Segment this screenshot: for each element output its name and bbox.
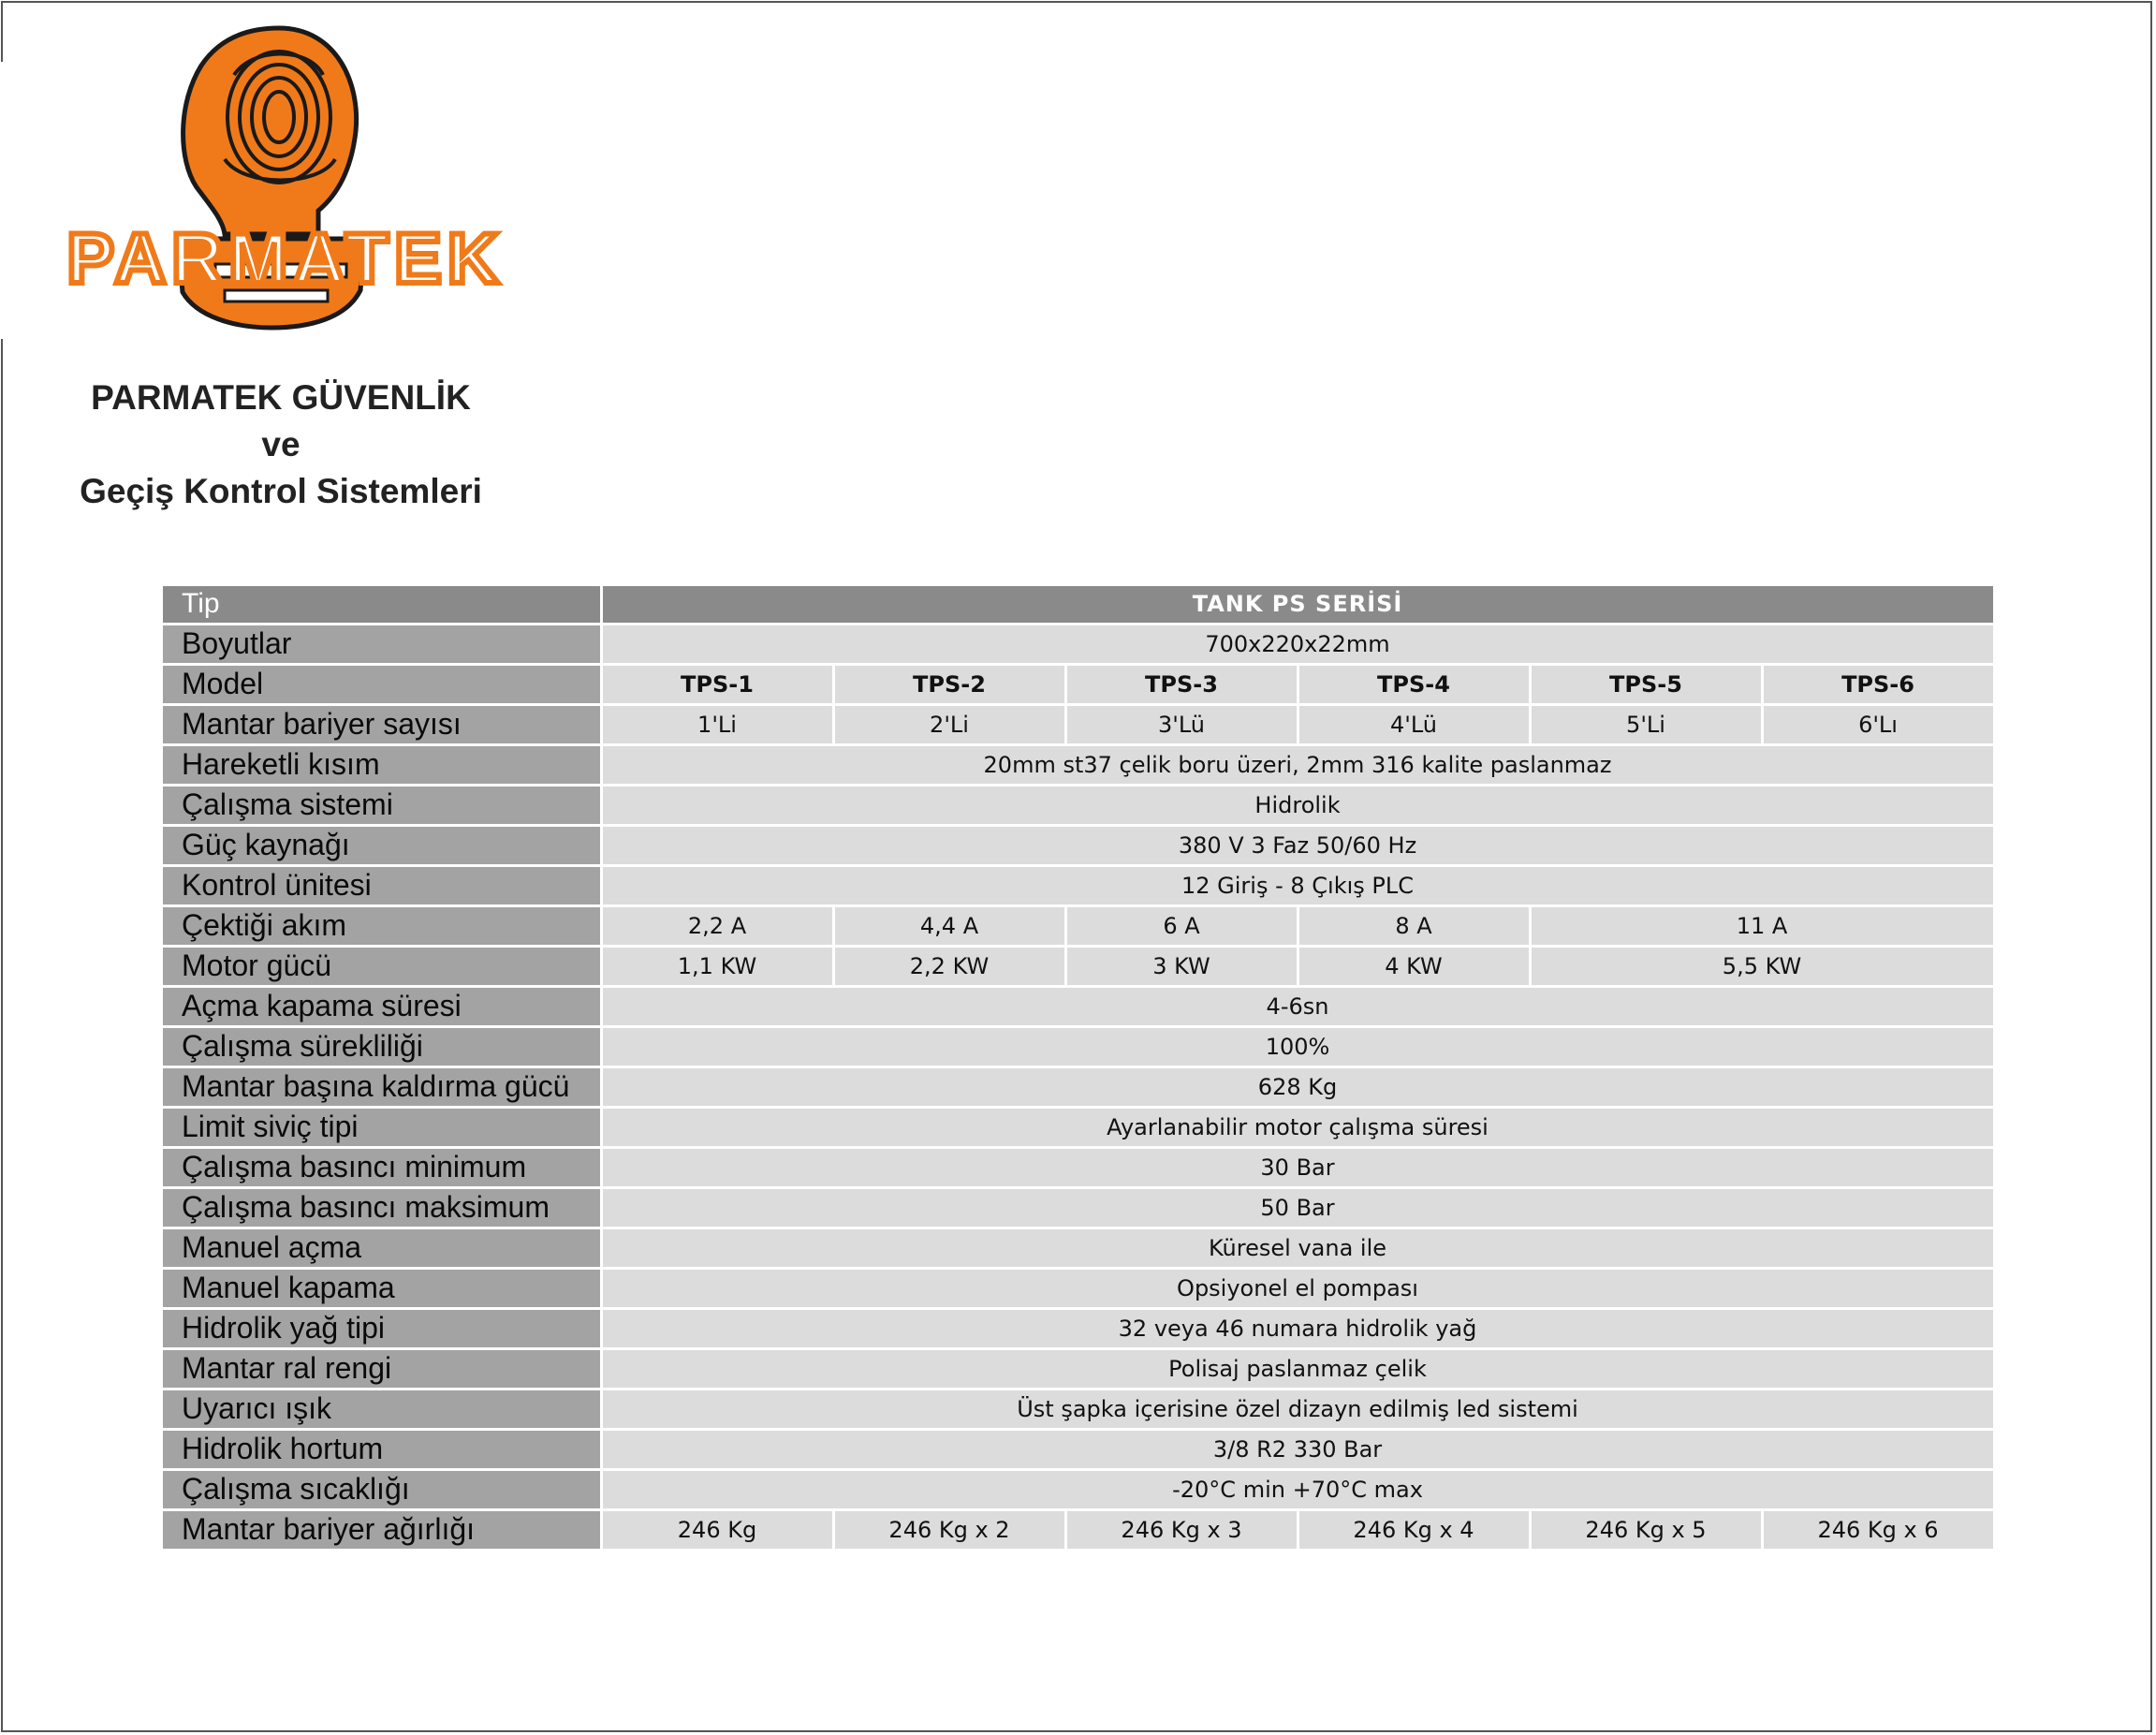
row-value: TPS-4	[1298, 664, 1530, 704]
row-label: Mantar bariyer sayısı	[163, 704, 601, 744]
row-value: 3 KW	[1065, 946, 1298, 986]
table-row	[163, 1509, 1994, 1550]
row-value: 100%	[601, 1026, 1994, 1066]
row-label: Uyarıcı ışık	[163, 1389, 601, 1429]
row-value: 32 veya 46 numara hidrolik yağ	[601, 1308, 1994, 1348]
table-row	[163, 785, 1994, 825]
row-value: 6'Lı	[1762, 704, 1994, 744]
row-value: Küresel vana ile	[601, 1228, 1994, 1268]
row-value: 246 Kg x 2	[833, 1509, 1065, 1550]
series-title: TANK PS SERİSİ	[601, 586, 1994, 624]
table-row	[163, 1469, 1994, 1509]
row-value: TPS-5	[1530, 664, 1762, 704]
company-line-1: PARMATEK GÜVENLİK	[91, 378, 471, 417]
row-value: 4,4 A	[833, 905, 1065, 946]
row-value: 380 V 3 Faz 50/60 Hz	[601, 825, 1994, 865]
row-label: Açma kapama süresi	[163, 986, 601, 1026]
row-label: Boyutlar	[163, 624, 601, 664]
table-row	[163, 624, 1994, 664]
row-value: 628 Kg	[601, 1066, 1994, 1107]
row-value: 8 A	[1298, 905, 1530, 946]
table-row	[163, 1147, 1994, 1187]
row-label: Kontrol ünitesi	[163, 865, 601, 905]
row-value: 5,5 KW	[1530, 946, 1994, 986]
company-line-2: ve	[261, 425, 301, 463]
table-row	[163, 1389, 1994, 1429]
row-label: Güç kaynağı	[163, 825, 601, 865]
frame-notch	[0, 62, 4, 339]
row-value: 246 Kg x 5	[1530, 1509, 1762, 1550]
row-value: TPS-6	[1762, 664, 1994, 704]
table-row	[163, 946, 1994, 986]
company-name	[37, 375, 524, 515]
row-label: Limit siviç tipi	[163, 1107, 601, 1147]
row-value: 4'Lü	[1298, 704, 1530, 744]
table-row	[163, 865, 1994, 905]
row-label: Hidrolik yağ tipi	[163, 1308, 601, 1348]
row-value: 11 A	[1530, 905, 1994, 946]
row-value: 6 A	[1065, 905, 1298, 946]
table-row	[163, 1107, 1994, 1147]
row-value: 2,2 A	[601, 905, 833, 946]
table-row	[163, 1187, 1994, 1228]
row-value: TPS-2	[833, 664, 1065, 704]
table-row	[163, 1066, 1994, 1107]
row-value: Polisaj paslanmaz çelik	[601, 1348, 1994, 1389]
row-value: 246 Kg x 6	[1762, 1509, 1994, 1550]
row-value: 1'Li	[601, 704, 833, 744]
row-label: Mantar başına kaldırma gücü	[163, 1066, 601, 1107]
row-label: Manuel açma	[163, 1228, 601, 1268]
row-value: 3/8 R2 330 Bar	[601, 1429, 1994, 1469]
company-line-3: Geçiş Kontrol Sistemleri	[80, 472, 482, 510]
row-value: 246 Kg x 3	[1065, 1509, 1298, 1550]
table-row	[163, 1026, 1994, 1066]
row-label: Hareketli kısım	[163, 744, 601, 785]
row-value: Hidrolik	[601, 785, 1994, 825]
fingerprint-thumb-icon	[37, 19, 524, 337]
row-value: Opsiyonel el pompası	[601, 1268, 1994, 1308]
row-value: TPS-3	[1065, 664, 1298, 704]
row-label: Çalışma sistemi	[163, 785, 601, 825]
row-value: 3'Lü	[1065, 704, 1298, 744]
row-value: Ayarlanabilir motor çalışma süresi	[601, 1107, 1994, 1147]
row-value: 4 KW	[1298, 946, 1530, 986]
table-row	[163, 1228, 1994, 1268]
row-value: -20°C min +70°C max	[601, 1469, 1994, 1509]
row-label: Çalışma sıcaklığı	[163, 1469, 601, 1509]
row-value: 700x220x22mm	[601, 624, 1994, 664]
row-value: 50 Bar	[601, 1187, 1994, 1228]
row-value: 2,2 KW	[833, 946, 1065, 986]
row-label: Çalışma sürekliliği	[163, 1026, 601, 1066]
table-row	[163, 825, 1994, 865]
row-value: 30 Bar	[601, 1147, 1994, 1187]
table-row	[163, 704, 1994, 744]
row-label: Mantar bariyer ağırlığı	[163, 1509, 601, 1550]
row-value: Üst şapka içerisine özel dizayn edilmiş led sistemi	[601, 1389, 1994, 1429]
table-row	[163, 905, 1994, 946]
row-value: 20mm st37 çelik boru üzeri, 2mm 316 kalite paslanmaz	[601, 744, 1994, 785]
row-label: Motor gücü	[163, 946, 601, 986]
row-label: Çalışma basıncı minimum	[163, 1147, 601, 1187]
row-value: 246 Kg	[601, 1509, 833, 1550]
row-label: Mantar ral rengi	[163, 1348, 601, 1389]
row-value: 1,1 KW	[601, 946, 833, 986]
logo-wordmark: PARMATEK	[66, 219, 505, 299]
row-label: Çalışma basıncı maksimum	[163, 1187, 601, 1228]
table-row	[163, 1348, 1994, 1389]
row-value: 4-6sn	[601, 986, 1994, 1026]
row-label: Çektiği akım	[163, 905, 601, 946]
table-row	[163, 664, 1994, 704]
table-row	[163, 744, 1994, 785]
row-value: TPS-1	[601, 664, 833, 704]
table-row	[163, 986, 1994, 1026]
spec-table	[163, 586, 1996, 1551]
row-label: Manuel kapama	[163, 1268, 601, 1308]
table-row	[163, 1268, 1994, 1308]
table-header-row	[163, 586, 1994, 624]
row-value: 5'Li	[1530, 704, 1762, 744]
row-label: Hidrolik hortum	[163, 1429, 601, 1469]
table-row	[163, 1308, 1994, 1348]
row-label: Model	[163, 664, 601, 704]
table-row	[163, 1429, 1994, 1469]
header-label: Tip	[163, 586, 601, 624]
row-value: 2'Li	[833, 704, 1065, 744]
row-value: 12 Giriş - 8 Çıkış PLC	[601, 865, 1994, 905]
row-value: 246 Kg x 4	[1298, 1509, 1530, 1550]
